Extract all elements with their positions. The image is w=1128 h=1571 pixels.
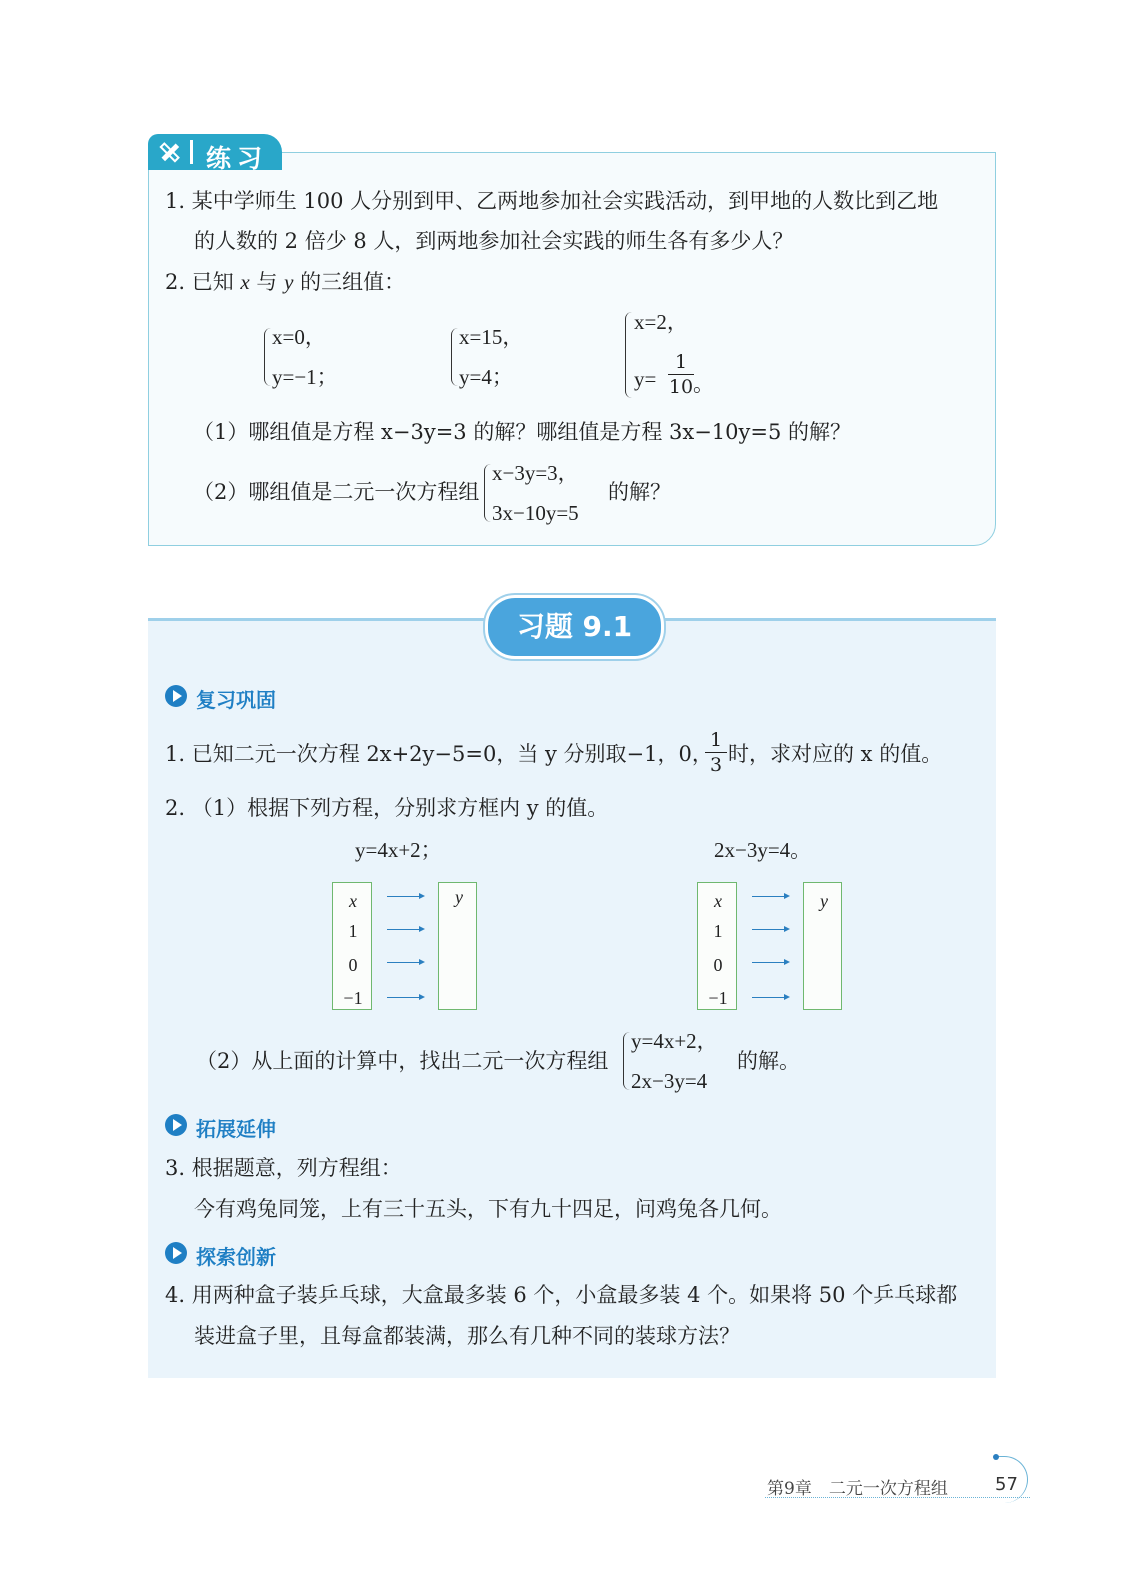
arrow-icon <box>387 896 423 897</box>
fraction-denominator: 3 <box>709 754 723 776</box>
brace <box>623 1032 630 1090</box>
q2-head-x: x <box>240 270 250 294</box>
practice-sub2-b: 的解？ <box>608 480 671 504</box>
equation-left: y=4x+2； <box>355 838 442 862</box>
q2-head-b: 与 <box>249 270 285 294</box>
y-answer-box[interactable] <box>803 882 842 1010</box>
section-exploration: 探索创新 <box>196 1245 276 1269</box>
q2-head-a: 2. 已知 <box>165 270 241 294</box>
q2-2-eq1: y=4x+2， <box>631 1029 718 1053</box>
sub2-eq2: 3x−10y=5 <box>492 501 579 525</box>
pencil-ruler-icon <box>158 140 182 164</box>
page-number-arc <box>997 1456 1028 1503</box>
table-y-head: y <box>820 891 828 911</box>
brace <box>264 328 271 386</box>
arrow-icon <box>387 962 423 963</box>
table-x-cell: 0 <box>348 955 358 975</box>
table-x-cell: −1 <box>343 988 363 1008</box>
table-x-cell: 1 <box>713 921 723 941</box>
arrow-icon <box>752 997 788 998</box>
table-x-cell: 0 <box>713 955 723 975</box>
fraction-numerator: 1 <box>709 729 723 751</box>
fraction-denominator: 10 <box>668 376 694 398</box>
play-icon <box>165 1114 187 1136</box>
set3-line1: x=2， <box>634 310 688 334</box>
section-extension: 拓展延伸 <box>196 1117 276 1141</box>
brace <box>625 312 632 398</box>
set1-line2: y=−1； <box>272 365 338 389</box>
set3-line2: y= <box>634 367 657 391</box>
arrow-icon <box>387 997 423 998</box>
q2-head-y: y <box>284 270 294 294</box>
table-y-head: y <box>455 887 463 907</box>
brace <box>484 464 491 522</box>
brace <box>451 328 458 386</box>
exercise-q3-line1: 3. 根据题意，列方程组： <box>165 1156 402 1180</box>
fraction-1-10 <box>668 351 694 398</box>
arrow-icon <box>752 962 788 963</box>
play-icon <box>165 685 187 707</box>
y-answer-box[interactable] <box>438 882 477 1010</box>
x-value-table <box>697 882 737 1010</box>
play-icon <box>165 1242 187 1264</box>
arrow-icon <box>752 896 788 897</box>
fraction-numerator: 1 <box>674 351 688 373</box>
section-review: 复习巩固 <box>196 688 276 712</box>
table-x-cell: 1 <box>348 921 358 941</box>
fraction-1-3 <box>705 729 727 776</box>
page-number: 57 <box>995 1474 1018 1495</box>
exercise-title: 习题 9.1 <box>485 595 664 659</box>
set1-line1: x=0， <box>272 325 326 349</box>
practice-sub1: （1）哪组值是方程 x−3y=3 的解？哪组值是方程 3x−10y=5 的解？ <box>193 420 852 444</box>
fraction-bar <box>668 374 694 375</box>
practice-tab <box>148 134 282 173</box>
exercise-q1-b: 时，求对应的 x 的值。 <box>728 742 943 766</box>
practice-sub2-a: （2）哪组值是二元一次方程组 <box>193 480 480 504</box>
exercise-q2-1: 2. （1）根据下列方程，分别求方框内 y 的值。 <box>165 796 609 820</box>
table-x-cell: −1 <box>708 988 728 1008</box>
exercise-q4-line1: 4. 用两种盒子装乒乓球，大盒最多装 6 个，小盒最多装 4 个。如果将 50 个乒乓球都 <box>165 1283 958 1307</box>
exercise-q3-line2: 今有鸡兔同笼，上有三十五头，下有九十四足，问鸡兔各几何。 <box>194 1197 782 1221</box>
table-x-head: x <box>714 891 722 911</box>
page-footer <box>605 1450 1030 1510</box>
dot-icon <box>993 1454 999 1460</box>
equation-right: 2x−3y=4。 <box>714 838 812 862</box>
exercise-q2-2-b: 的解。 <box>737 1049 800 1073</box>
table-x-head: x <box>349 891 357 911</box>
q2-2-eq2: 2x−3y=4 <box>631 1069 708 1093</box>
x-value-table <box>332 882 372 1010</box>
sub2-eq1: x−3y=3， <box>492 461 579 485</box>
set2-line2: y=4； <box>459 365 513 389</box>
exercise-q2-2-a: （2）从上面的计算中，找出二元一次方程组 <box>196 1049 609 1073</box>
q2-head-c: 的三组值： <box>293 270 406 294</box>
tab-separator <box>190 140 193 164</box>
set3-tail: 。 <box>693 372 714 396</box>
exercise-q1-a: 1. 已知二元一次方程 2x+2y−5=0，当 y 分别取−1，0， <box>165 742 713 766</box>
practice-q1-line1: 1. 某中学师生 100 人分别到甲、乙两地参加社会实践活动，到甲地的人数比到乙地 <box>165 189 939 213</box>
set2-line1: x=15， <box>459 325 524 349</box>
practice-tab-label: 练习 <box>206 144 269 173</box>
exercise-q4-line2: 装进盒子里，且每盒都装满，那么有几种不同的装球方法？ <box>194 1324 740 1348</box>
arrow-icon <box>387 929 423 930</box>
practice-q1-line2: 的人数的 2 倍少 8 人，到两地参加社会实践的师生各有多少人？ <box>194 229 794 253</box>
footer-chapter: 第9章 二元一次方程组 <box>767 1479 948 1499</box>
practice-q2-head <box>165 272 405 293</box>
arrow-icon <box>752 929 788 930</box>
fraction-bar <box>705 752 727 753</box>
